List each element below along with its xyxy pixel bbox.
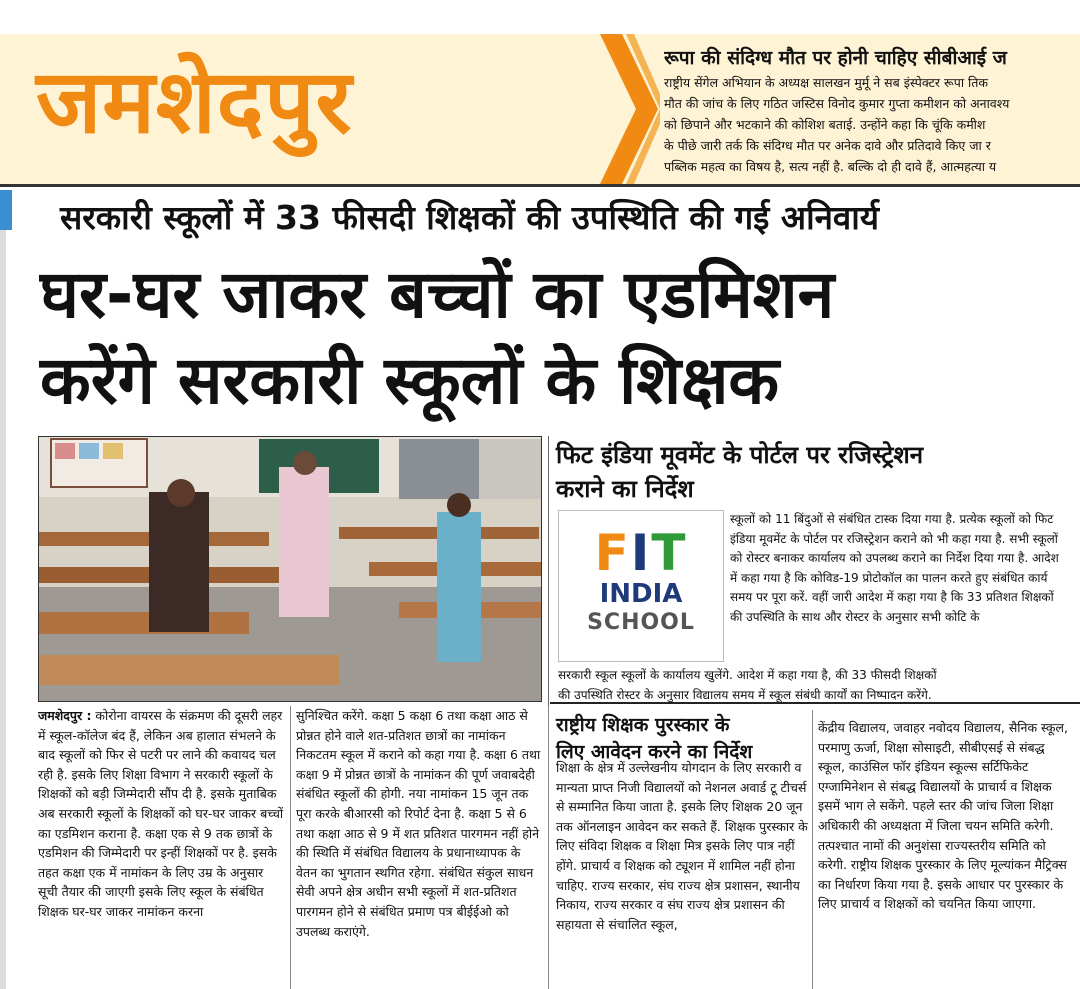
column-rule [290,706,291,989]
award-column-1: शिक्षा के क्षेत्र में उल्लेखनीय योगदान के लिए सरकारी व मान्यता प्राप्त निजी विद्यालयों को नेशनल अवार्ड टू टीचर्स से सम्मानित किया जाता है. इसके लिए शिक्षक 20 जून तक ऑनलाइन आवेदन कर सकते हैं. शिक्षक पुरस्कार के लिए संविदा शिक्षक व शिक्षा मित्र इसके लिए पात्र नहीं होंगे. प्राचार्य व शिक्षक को ट्यूशन में शामिल नहीं होना चाहिए. राज्य सरकार, संघ राज्य क्षेत्र प्रशासन, स्थानीय निकाय, राज्य सरकार व संघ राज्य क्षेत्र प्रशासन की सहायता से संचालित स्कूल, [556,760,808,932]
tease-headline[interactable]: रूपा की संदिग्ध मौत पर होनी चाहिए सीबीआई ज [664,47,1007,69]
chevron-divider-icon [600,34,660,184]
fit-india-headline: फिट इंडिया मूवमेंट के पोर्टल पर रजिस्ट्रेशन कराने का निर्देश [556,441,924,503]
classroom-illustration [39,437,541,701]
section-divider [550,702,1080,704]
teacher-award-headline: राष्ट्रीय शिक्षक पुरस्कार के लिए आवेदन करने का निर्देश [556,714,753,763]
column-rule [548,706,549,989]
award-column-2: केंद्रीय विद्यालय, जवाहर नवोदय विद्यालय, सैनिक स्कूल, परमाणु ऊर्जा, शिक्षा सोसाइटी, सीबीएसई से संबद्ध स्कूल, काउंसिल फॉर इंडियन स्कूल्स सर्टिफिकेट एग्जामिनेशन से संबद्ध विद्यालयों के प्राचार्य व शिक्षक इसमें भाग ले सकेंगे. पहले स्तर की जांच जिला शिक्षा अधिकारी की अध्यक्षता में जिला चयन समिति करेगी. तत्पश्चात नामों की अनुशंसा राज्यस्तरीय समिति को करेगी. राष्ट्रीय शिक्षक पुरस्कार के लिए मूल्यांकन मैट्रिक्स का निर्धारण किया गया है. इसके आधार पर पुरस्कार के लिए प्राचार्य व शिक्षकों को चयनित किया जाएगा. [818,720,1068,912]
story-column-1-text: कोरोना वायरस के संक्रमण की दूसरी लहर में स्कूल-कॉलेज बंद हैं, लेकिन अब हालात संभलने के बाद स्कूलों को फिर से पटरी पर लाने की कवायद चल रही है. इसके लिए शिक्षा विभाग ने सरकारी स्कूलों के शिक्षकों को बड़ी जिम्मेदारी सौंप दी है. इसके मुताबिक अब सरकारी स्कूलों के शिक्षकों को घर-घर जाकर बच्चों का एडमिशन कराना है. कक्षा एक से 9 तक छात्रों के एडमिशन की जिम्मेदारी पर इन्हीं शिक्षकों पर है. इसके तहत कक्षा एक में नामांकन के लिए उम्र के अनुसार सूची तैयार की जाएगी इसके लिए स्कूल के संबंधित शिक्षक घर-घर जाकर नामांकन करना [38,708,284,919]
story-column-1 [38,706,284,989]
logo-india-text: INDIA [599,579,683,609]
fit-india-school-logo [558,510,724,662]
story-headline: घर-घर जाकर बच्चों का एडमिशन करेंगे सरकारी स्कूलों के शिक्षक [40,256,835,419]
column-rule [812,710,813,989]
story-subheadline: सरकारी स्कूलों में 33 फीसदी शिक्षकों की उपस्थिति की गई अनिवार्य [60,198,879,237]
logo-fit-text: FIT [594,524,688,582]
dateline: जमशेदपुर : [38,708,92,723]
story-column-2: सुनिश्चित करेंगे. कक्षा 5 कक्षा 6 तथा कक्षा आठ से प्रोन्नत होने वाले शत-प्रतिशत छात्रों का नामांकन निकटतम स्कूल में कराने को कहा गया है. कक्षा 6 तथा कक्षा 9 में प्रोन्नत छात्रों के नामांकन की पूर्ण जवाबदेही संबंधित स्कूलों की होगी. नया नामांकन 15 जून तक पूरा करके बीआरसी को रिपोर्ट देना है. कक्षा 5 से 6 तथा कक्षा आठ से 9 में शत प्रतिशत पारगमन नहीं होने की स्थिति में संबंधित विद्यालय के प्रधानाध्यापक के वेतन का भुगतान स्थगित रहेगा. संबंधित संकुल साधन सेवी अपने क्षेत्र अधीन सभी स्कूलों में शत-प्रतिशत पारगमन होने से संबंधित प्रमाण पत्र बीईईओ को उपलब्ध कराएंगे. [296,708,541,939]
city-nameplate: जमशेदपुर [36,50,353,153]
fit-india-body-continued: सरकारी स्कूल स्कूलों के कार्यालय खुलेंगे. आदेश में कहा गया है, की 33 फीसदी शिक्षकों की उपस्थिति रोस्टर के अनुसार विद्यालय समय में स्कूल संबंधी कार्यों का निष्पादन करेंगे. [558,668,937,702]
classroom-photo [38,436,542,702]
masthead [0,0,1080,187]
column-rule [548,436,549,706]
left-margin-strip [0,190,6,989]
left-margin-accent [0,190,12,230]
fit-india-body: स्कूलों को 11 बिंदुओं से संबंधित टास्क दिया गया है. प्रत्येक स्कूलों को फिट इंडिया मूवमेंट के पोर्टल पर रजिस्ट्रेशन कराने को भी कहा गया है. सभी स्कूलों को रोस्टर बनाकर कार्यालय को उपलब्ध कराने का निर्देश दिया गया है. आदेश में कहा गया है कि कोविड-19 प्रोटोकॉल का पालन करते हुए संबंधित कार्य समय पर पूरा करें. वहीं जारी आदेश में कहा गया है कि 33 प्रतिशत शिक्षकों की उपस्थिति के साथ और रोस्टर के अनुसार सभी कोटि के [730,512,1059,624]
masthead-top-band [0,0,1080,34]
tease-body: राष्ट्रीय सेंगेल अभियान के अध्यक्ष सालखन मुर्मू ने सब इंस्पेक्टर रूपा तिक मौत की जांच के लिए गठित जस्टिस विनोद कुमार गुप्ता कमीशन को अनावश्य को छिपाने और भटकाने की कोशिश बताई. उन्होंने कहा कि चूंकि कमीश के पीछे जारी तर्क कि संदिग्ध मौत पर अनेक दावे और प्रतिदावे किए जा र पब्लिक महत्व का विषय है, सत्य नहीं है. बल्कि दो ही दावे हैं, आत्महत्या य [664,75,1010,174]
logo-school-text: SCHOOL [587,610,695,635]
